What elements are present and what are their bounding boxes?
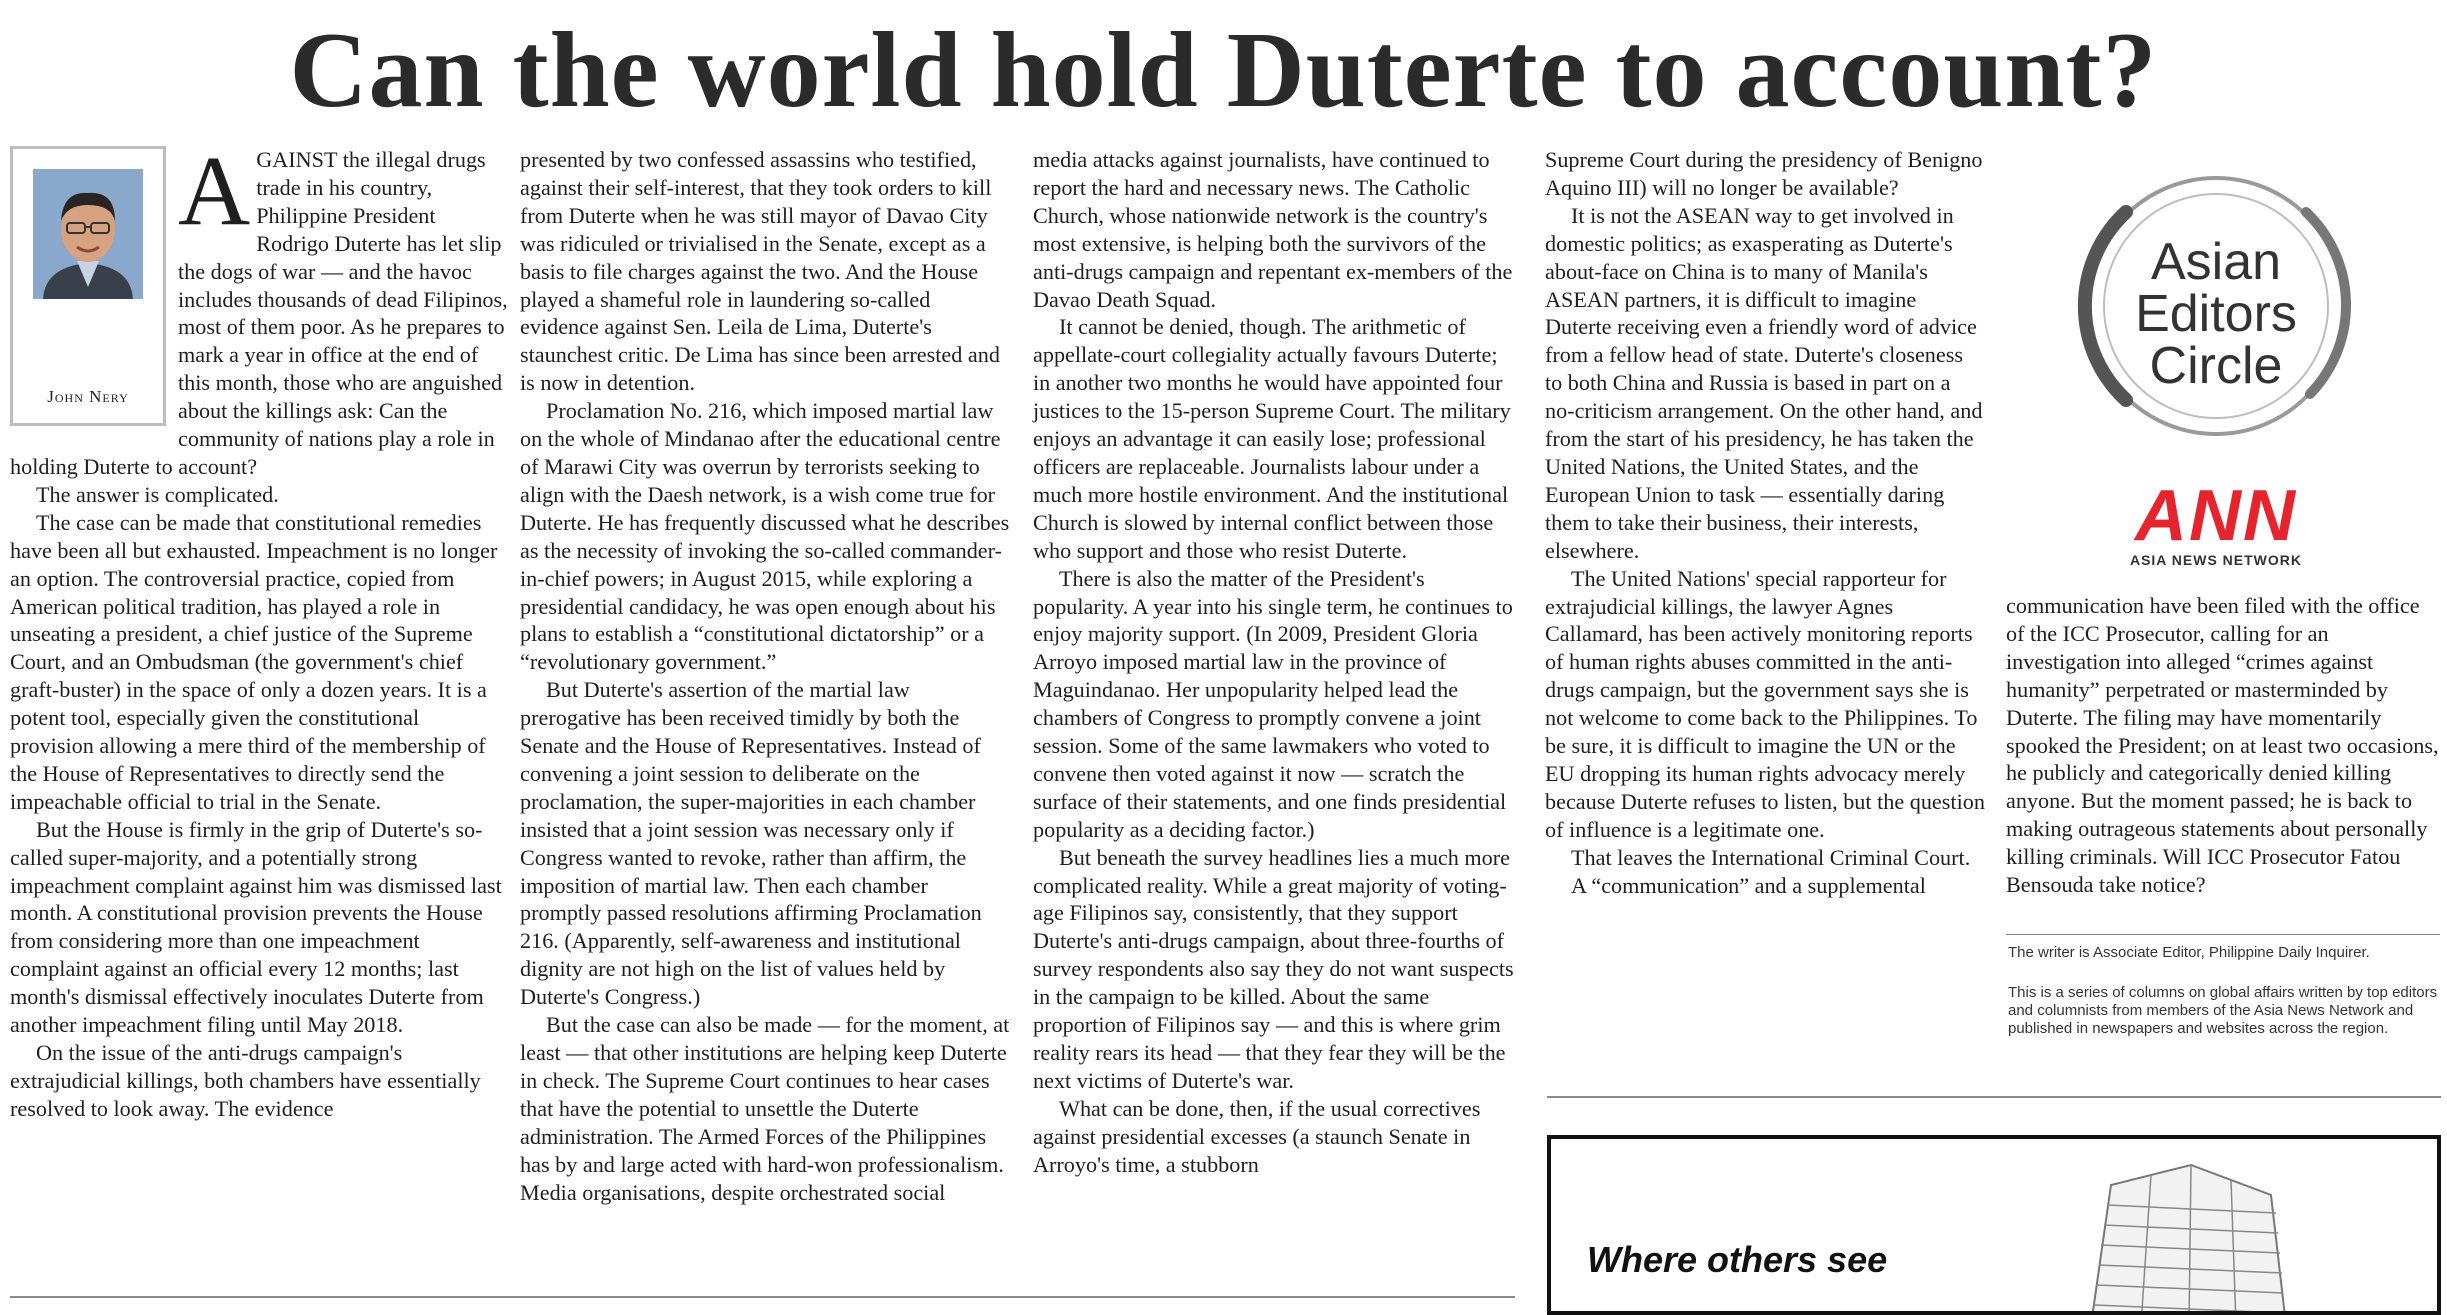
paragraph: On the issue of the anti-drugs campaign's extrajudicial killings, both chambers have essentially resolved to look away. The evidence: [10, 1040, 481, 1121]
article-column-2: [520, 146, 1012, 1206]
paragraph: But the House is firmly in the grip of Duterte's so-called super-majority, and a potentially strong impeachment complaint against him was dismissed last month. A constitutional provision prevents the House from considering more than one impeachment complaint against an official every 12 months; last month's dismissal effectively inoculates Duterte from another impeachment filing until May 2018.: [10, 816, 502, 1038]
paragraph: But the case can also be made — for the moment, at least — that other institutions are helping keep Duterte in check. The Supreme Court continues to hear cases that have the potential to unsettle the Duterte administration. The Armed Forces of the Philippines has by and large acted with hard-won professionalism. Media organisations, despite orchestrated social: [520, 1012, 1010, 1205]
paragraph: Supreme Court during the presidency of Benigno Aquino III) will no longer be available?: [1545, 147, 1983, 200]
paragraph: The case can be made that constitutional remedies have been all but exhausted. Impeachment is no longer an option. The controversial practice, copied from American political tradition, has played a role in unseating a president, a chief justice of the Supreme Court, and an Ombudsman (the government's chief graft-buster) in the space of only a dozen years. It is a potent tool, especially given the constitutional provision allowing a mere third of the membership of the House of Representatives to directly send the impeachable official to trial in the Senate.: [10, 509, 498, 814]
article-column-1: [10, 135, 508, 1123]
paragraph: Proclamation No. 216, which imposed martial law on the whole of Mindanao after the educational centre of Marawi City was overrun by terrorists seeking to align with the Daesh network, is a wish come true for Duterte. He has frequently discussed what he describes as the necessity of invoking the so-called commander-in-chief powers; in August 2015, while exploring a presidential candidacy, he was open enough about his plans to establish a “constitutional dictatorship” or a “revolutionary government.”: [520, 398, 1010, 675]
paragraph: A “communication” and a supplemental: [1571, 872, 1926, 898]
building-icon: [2071, 1155, 2301, 1315]
writer-note: The writer is Associate Editor, Philippine Daily Inquirer.: [2008, 944, 2370, 961]
advertisement[interactable]: [1547, 1135, 2441, 1315]
article-column-5: [2006, 592, 2440, 899]
asian-editors-circle-logo: [1976, 148, 2446, 568]
lead-paragraph: GAINST the illegal drugs trade in his country, Philippine President Rodrigo Duterte has let slip the dogs of war — and the havoc includes thousands of dead Filipinos, most of them poor. As he prepares to mark a year in office at the end of this month, those who are anguished about the killings ask: Can the community of nations play a role in holding Duterte to account?: [10, 147, 508, 479]
paragraph: But Duterte's assertion of the martial law prerogative has been received timidly by both the Senate and the House of Representatives. Instead of convening a joint session to deliberate on the proclamation, the super-majorities in each chamber insisted that a joint session was necessary only if Congress wanted to revoke, rather than affirm, the imposition of martial law. Then each chamber promptly passed resolutions affirming Proclamation 216. (Apparently, self-awareness and institutional dignity are not high on the list of values held by Duterte's Congress.): [520, 677, 982, 1010]
ann-subtitle: ASIA NEWS NETWORK: [2129, 552, 2303, 568]
divider: [2006, 934, 2440, 935]
logo-text: [2131, 233, 2301, 395]
ann-logo: ANN: [2135, 476, 2297, 556]
paragraph: presented by two confessed assassins who testified, against their self-interest, that they took orders to kill from Duterte when he was still mayor of Davao City was ridiculed or trivialised in the Senate, except as a basis to file charges against the two. And the House played a shameful role in laundering so-called evidence against Sen. Leila de Lima, Duterte's staunchest critic. De Lima has since been arrested and is now in detention.: [520, 147, 1000, 396]
author-photo-frame: [10, 146, 166, 426]
logo-line: Circle: [2149, 337, 2283, 395]
divider: [10, 1296, 1515, 1298]
drop-cap: A: [178, 135, 251, 246]
logo-line: Asian: [2150, 233, 2282, 291]
paragraph: The answer is complicated.: [36, 481, 279, 507]
paragraph: media attacks against journalists, have continued to report the hard and necessary news. The Catholic Church, whose nationwide network is the country's most extensive, is helping both the survivors of the anti-drugs campaign and repentant ex-members of the Davao Death Squad.: [1033, 147, 1513, 312]
paragraph: communication have been filed with the office of the ICC Prosecutor, calling for an investigation into alleged “crimes against humanity” perpetrated or masterminded by Duterte. The filing may have momentarily spooked the President; on at least two occasions, he publicly and categorically denied killing anyone. But the moment passed; he is back to making outrageous statements about personally killing criminals. Will ICC Prosecutor Fatou Bensouda take notice?: [2006, 593, 2439, 898]
author-photo: [33, 169, 143, 299]
paragraph: What can be done, then, if the usual correctives against presidential excesses (a staunch Senate in Arroyo's time, a stubborn: [1033, 1095, 1481, 1177]
divider: [1547, 1096, 2441, 1098]
paragraph: It is not the ASEAN way to get involved in domestic politics; as exasperating as Duterte's about-face on China is to many of Manila's ASEAN partners, it is difficult to imagine Duterte receiving even a friendly word of advice from a fellow head of state. Duterte's closeness to both China and Russia is based in part on a no-criticism arrangement. On the other hand, and from the start of his presidency, he has taken the United Nations, the United States, and the European Union to task — essentially daring them to take their business, their interests, elsewhere.: [1545, 202, 1983, 563]
article-column-3: [1033, 146, 1515, 1179]
article-column-4: [1545, 146, 1985, 899]
paragraph: The United Nations' special rapporteur for extrajudicial killings, the lawyer Agnes Callamard, has been actively monitoring reports of human rights abuses committed in the anti-drugs campaign, but the government says she is not welcome to come back to the Philippines. To be sure, it is difficult to imagine the UN or the EU dropping its human rights advocacy merely because Duterte refuses to listen, but the question of influence is a legitimate one.: [1545, 565, 1985, 842]
paragraph: It cannot be denied, though. The arithmetic of appellate-court collegiality actually favours Duterte; in another two months he would have appointed four justices to the 15-person Supreme Court. The military enjoys an advantage it can easily lose; professional officers are replaceable. Journalists labour under a much more hostile environment. And the institutional Church is slowed by internal conflict between those who support and those who resist Duterte.: [1033, 314, 1511, 563]
logo-line: Editors: [2135, 285, 2297, 343]
ad-headline: Where others see: [1587, 1239, 1888, 1280]
headline: Can the world hold Duterte to account?: [289, 11, 2158, 130]
author-name: John Nery: [47, 387, 129, 406]
paragraph: That leaves the International Criminal Court.: [1571, 844, 1971, 870]
paragraph: There is also the matter of the President's popularity. A year into his single term, he continues to enjoy majority support. (In 2009, President Gloria Arroyo imposed martial law in the province of Maguindanao. Her unpopularity helped lead the chambers of Congress to promptly convene a joint session. Some of the same lawmakers who voted to convene then voted against it now — scratch the surface of their statements, and one finds presidential popularity as a deciding factor.): [1033, 565, 1513, 842]
series-note: This is a series of columns on global affairs written by top editors and columnists from members of the Asia News Network and published in newspapers and websites across the region.: [2008, 984, 2438, 1037]
paragraph: But beneath the survey headlines lies a much more complicated reality. While a great majority of voting-age Filipinos say, consistently, that they support Duterte's anti-drugs campaign, about three-fourths of survey respondents also say they do not want suspects in the campaign to be killed. About the same proportion of Filipinos say — and this is where grim reality rears its head — that they fear they will be the next victims of Duterte's war.: [1033, 844, 1514, 1093]
